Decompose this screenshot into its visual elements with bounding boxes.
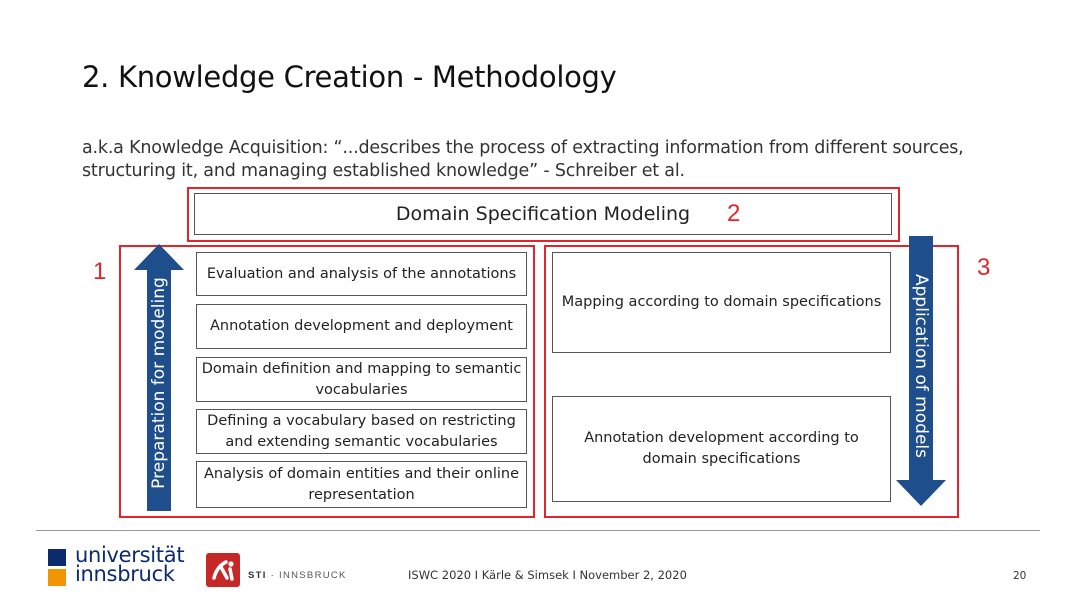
step-analysis-domain-entities: Analysis of domain entities and their online representation: [196, 461, 527, 508]
page-number: 20: [1013, 570, 1027, 582]
label-number-3: 3: [977, 254, 991, 281]
step-domain-definition: Domain definition and mapping to semantic vocabularies: [196, 357, 527, 402]
domain-specification-modeling-box: Domain Specification Modeling: [194, 193, 892, 235]
step-evaluation-analysis: Evaluation and analysis of the annotations: [196, 252, 527, 296]
footer-divider: [36, 530, 1040, 531]
label-number-1: 1: [93, 258, 107, 285]
university-name-line2: innsbruck: [75, 562, 175, 586]
label-number-2: 2: [727, 200, 741, 227]
slide-subtitle: a.k.a Knowledge Acquisition: “...describes the process of extracting information from different sources, structuring it, and managing established knowledge” - Schreiber et al.: [82, 138, 964, 181]
logo-square-orange: [48, 569, 66, 586]
sti-text-bold: STI: [248, 570, 267, 581]
slide-title: 2. Knowledge Creation - Methodology: [82, 60, 617, 94]
sti-logo-icon: [206, 553, 240, 587]
preparation-for-modeling-label: Preparation for modeling: [149, 277, 169, 489]
step-mapping-domain-specifications: Mapping according to domain specifications: [552, 252, 891, 353]
step-defining-vocabulary: Defining a vocabulary based on restricting and extending semantic vocabularies: [196, 409, 527, 454]
step-annotation-development-domain: Annotation development according to domain specifications: [552, 396, 891, 502]
sti-innsbruck-text: [248, 570, 347, 581]
sti-text-rest: · INNSBRUCK: [266, 570, 347, 581]
university-name: [75, 543, 185, 586]
step-annotation-development: Annotation development and deployment: [196, 304, 527, 349]
application-of-models-label: Application of models: [911, 274, 931, 458]
footer-conference-text: ISWC 2020 I Kärle & Simsek I November 2, 2020: [408, 568, 687, 582]
university-name-line1: universität: [75, 543, 185, 567]
logo-square-blue: [48, 549, 66, 566]
